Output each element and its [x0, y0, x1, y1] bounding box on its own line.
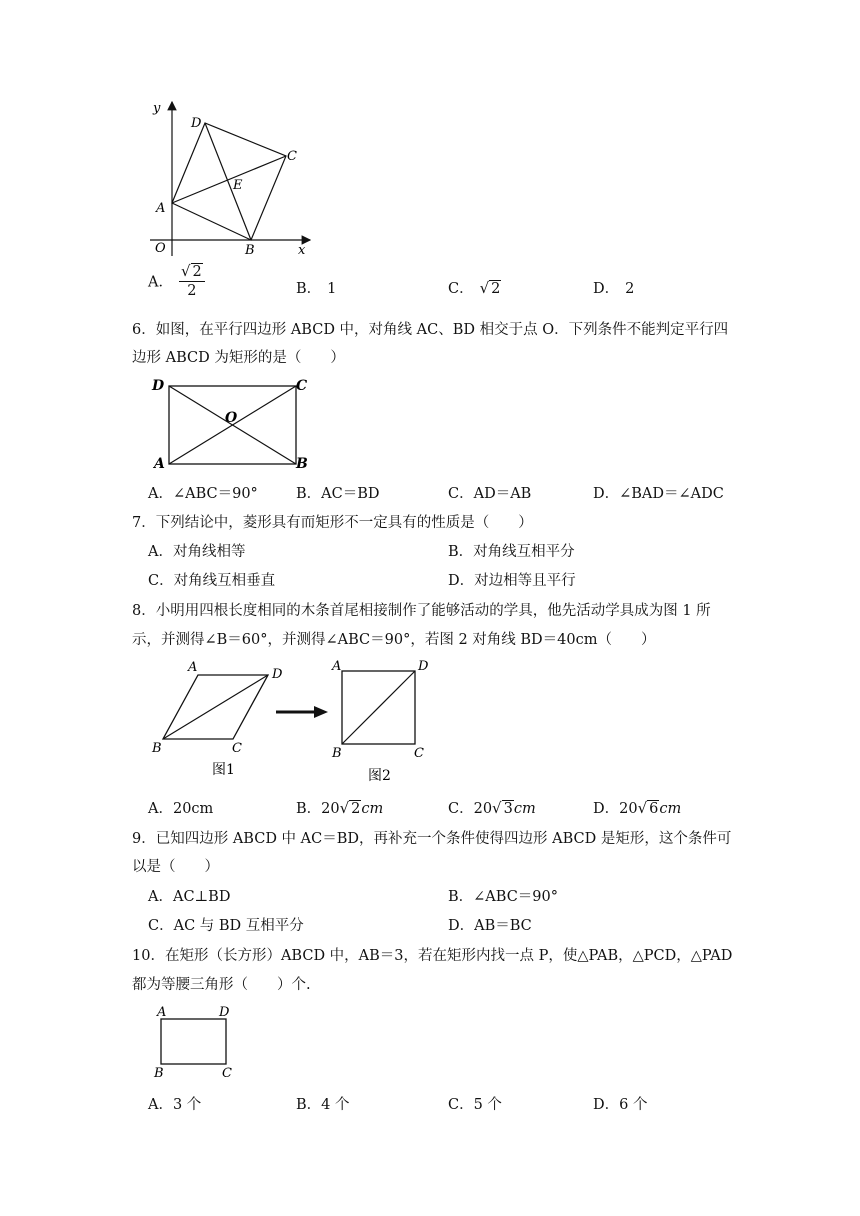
label-c: C: [296, 378, 308, 394]
q6-option-d[interactable]: D．∠BAD＝∠ADC: [593, 486, 724, 502]
svg-text:C: C: [232, 741, 242, 756]
svg-text:A: A: [157, 1005, 167, 1020]
q9-option-a[interactable]: A．AC⊥BD: [148, 889, 231, 905]
q8-figures: [148, 656, 448, 786]
q5-option-b[interactable]: B． 1: [296, 281, 337, 297]
q10-option-c[interactable]: C．5 个: [448, 1097, 502, 1113]
fraction: $\frac{√ 2}{2}$: [179, 262, 205, 300]
q6-option-c[interactable]: C．AD＝AB: [448, 486, 532, 502]
label-a: A: [154, 456, 165, 472]
svg-text:A: A: [332, 659, 342, 674]
q5-option-c[interactable]: C． √ 2: [448, 279, 501, 297]
q7-option-b[interactable]: B．对角线互相平分: [448, 544, 575, 560]
label-d: D: [191, 116, 202, 131]
q10-option-d[interactable]: D．6 个: [593, 1097, 648, 1113]
q9-option-d[interactable]: D．AB＝BC: [448, 918, 532, 934]
q6-figure: [150, 374, 320, 472]
label-d: D: [152, 378, 165, 394]
q6-stem-line1: 6．如图，在平行四边形 ABCD 中，对角线 AC、BD 相交于点 O．下列条件不能判定平行四: [132, 322, 729, 338]
svg-text:D: D: [418, 659, 429, 674]
q10-option-a[interactable]: A．3 个: [148, 1097, 202, 1113]
q7-stem: 7．下列结论中，菱形具有而矩形不一定具有的性质是（ ）: [132, 515, 533, 531]
svg-text:D: D: [272, 667, 283, 682]
q8-option-d[interactable]: D．20√ 6cm: [593, 799, 682, 817]
q8-stem-line2: 示，并测得∠B＝60°，并测得∠ABC＝90°，若图 2 对角线 BD＝40cm（ ）: [132, 632, 656, 648]
fig1-caption: 图1: [212, 762, 235, 778]
q10-option-b[interactable]: B．4 个: [296, 1097, 350, 1113]
svg-text:B: B: [332, 746, 342, 761]
q6-option-b[interactable]: B．AC＝BD: [296, 486, 380, 502]
q5-option-a[interactable]: A． $\frac{√ 2}{2}$: [148, 262, 205, 300]
label-o: O: [225, 410, 238, 426]
q9-stem-line1: 9．已知四边形 ABCD 中 AC＝BD，再补充一个条件使得四边形 ABCD 是矩形，这个条件可: [132, 831, 732, 847]
q8-option-a[interactable]: A．20cm: [148, 801, 214, 817]
label-y: y: [153, 101, 161, 116]
svg-text:B: B: [152, 741, 162, 756]
label-c: C: [287, 149, 297, 164]
label-e: E: [233, 178, 243, 193]
label-b: B: [296, 456, 308, 472]
q7-option-a[interactable]: A．对角线相等: [148, 544, 246, 560]
fig2-caption: 图2: [368, 768, 391, 784]
q7-option-d[interactable]: D．对边相等且平行: [448, 573, 576, 589]
q8-option-b[interactable]: B．20√ 2cm: [296, 799, 384, 817]
q9-stem-line2: 以是（ ）: [132, 859, 219, 875]
svg-text:C: C: [414, 746, 424, 761]
svg-text:D: D: [219, 1005, 230, 1020]
q10-stem-line1: 10．在矩形（长方形）ABCD 中，AB＝3，若在矩形内找一点 P，使△PAB，△PCD，△PAD: [132, 948, 733, 964]
q6-option-a[interactable]: A．∠ABC＝90°: [148, 486, 258, 502]
svg-text:B: B: [154, 1066, 164, 1081]
q7-option-c[interactable]: C．对角线互相垂直: [148, 573, 276, 589]
q5-figure: [145, 96, 320, 261]
label-b: B: [245, 243, 255, 258]
q8-option-c[interactable]: C．20√ 3cm: [448, 799, 536, 817]
q5-option-d[interactable]: D． 2: [593, 281, 635, 297]
label-x: x: [298, 243, 306, 258]
square-abcd: [172, 123, 286, 240]
q9-option-c[interactable]: C．AC 与 BD 互相平分: [148, 918, 304, 934]
svg-text:A: A: [188, 660, 198, 675]
q10-stem-line2: 都为等腰三角形（ ）个.: [132, 977, 311, 993]
q10-figure: [148, 1002, 248, 1082]
q9-option-b[interactable]: B．∠ABC＝90°: [448, 889, 558, 905]
diagonal-bd: [205, 123, 251, 240]
label-o: O: [155, 241, 166, 256]
q8-stem-line1: 8．小明用四根长度相同的木条首尾相接制作了能够活动的学具，他先活动学具成为图 1 所: [132, 603, 711, 619]
q6-stem-line2: 边形 ABCD 为矩形的是（ ）: [132, 350, 345, 366]
label-a: A: [156, 201, 166, 216]
svg-text:C: C: [222, 1066, 232, 1081]
